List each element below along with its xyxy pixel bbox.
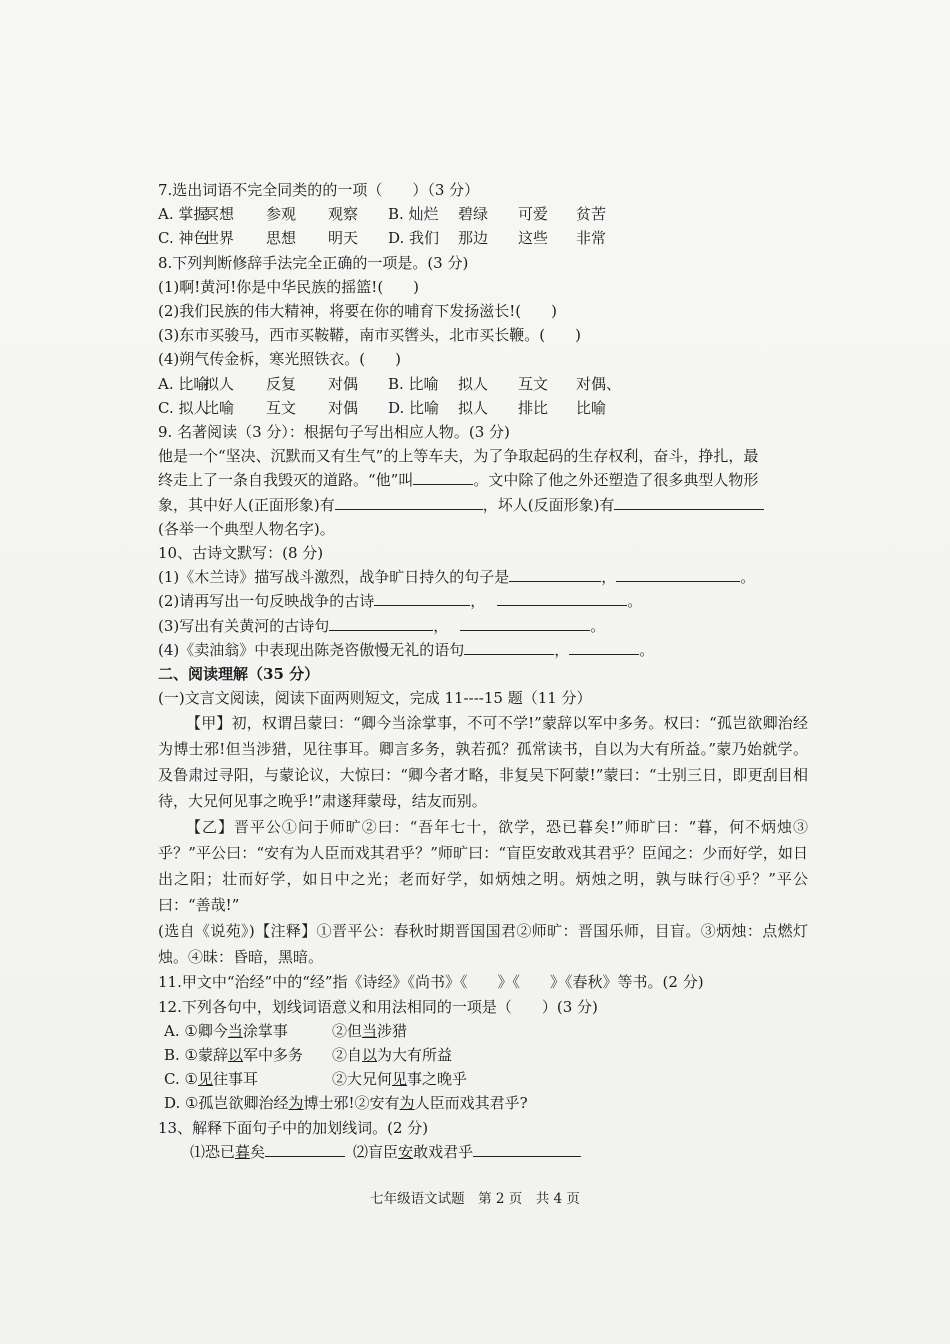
question-10-stem: 10、古诗文默写：(8 分) [158, 544, 324, 563]
question-8-item-4: (4)朔气传金柝，寒光照铁衣。( ) [158, 350, 401, 369]
question-9-line-2: 终走上了一条自我毁灭的道路。“他”叫 。文中除了他之外还塑造了很多典型人物形 [158, 471, 759, 490]
question-8-item-2: (2)我们民族的伟大精神，将要在你的哺育下发扬滋长!( ) [158, 302, 557, 321]
question-9-line-1: 他是一个“坚决、沉默而又有生气”的上等车夫，为了争取起码的生存权利，奋斗，挣扎，最 [158, 447, 759, 466]
question-8-item-1: (1)啊!黄河!你是中华民族的摇篮!( ) [158, 277, 420, 296]
question-12-option-a: A. ①卿今当涂掌事 ②但当涉猎 [164, 1021, 408, 1040]
answer-blank[interactable] [329, 615, 433, 631]
answer-blank[interactable] [265, 1141, 345, 1157]
question-9-stem: 9. 名著阅读（3 分）：根据句子写出相应人物。(3 分) [158, 423, 510, 442]
answer-blank[interactable] [569, 639, 639, 655]
question-12-option-d: D. ①孤岂欲卿治经为博士邪!②安有为人臣而戏其君乎? [164, 1094, 528, 1113]
question-9-line-3: 象，其中好人(正面形象)有 ，坏人(反面形象)有 [158, 493, 820, 517]
question-13-items: ⑴恐已暮矣 ⑵盲臣安敢戏君乎 [158, 1140, 820, 1164]
answer-blank[interactable] [464, 639, 554, 655]
passage-jia: 【甲】初，权谓吕蒙曰：“卿今当涂掌事，不可不学!”蒙辞以军中多务。权曰：“孤岂欲卿治经为博士邪!但当涉猎，见往事耳。卿言多务，孰若孤？孤常读书，自以为大有所益。”蒙乃始就学。及鲁肃过寻阳，与蒙论议，大惊曰：“卿今者才略，非复吴下阿蒙!”蒙曰：“士别三日，即更刮目相待，大兄何见事之晚乎!”肃遂拜蒙母，结友而别。 [158, 714, 808, 811]
question-10-item-3: (3)写出有关黄河的古诗句 ， 。 [158, 616, 606, 635]
answer-blank[interactable] [614, 494, 764, 510]
question-12-option-b: B. ①蒙辞以军中多务 ②自以为大有所益 [164, 1046, 453, 1065]
question-10-item-4: (4)《卖油翁》中表现出陈尧咨傲慢无礼的语句 ， 。 [158, 640, 655, 659]
section-2-subtitle: (一)文言文阅读，阅读下面两则短文，完成 11----15 题（11 分） [158, 689, 592, 708]
answer-blank[interactable] [616, 566, 740, 582]
answer-blank[interactable] [460, 615, 590, 631]
question-10-item-2: (2)请再写出一句反映战争的古诗 ， 。 [158, 592, 643, 611]
answer-blank[interactable] [374, 590, 470, 606]
passage-yi: 【乙】晋平公①问于师旷②曰：“吾年七十，欲学，恐已暮矣!”师旷曰：“暮，何不炳烛③乎？”平公曰：“安有为人臣而戏其君乎？”师旷曰：“盲臣安敢戏其君乎？臣闻之：少而好学，如日出之阳；壮而好学，如日中之光；老而好学，如炳烛之明。炳烛之明，孰与昧行④乎？”平公曰：“善哉!” [158, 818, 808, 915]
question-7-options-row-1: A. 掌握 冥想 参观 观察 B. 灿烂 碧绿 可爱 贫苦 [158, 205, 607, 224]
passage-note: (选自《说苑》)【注释】①晋平公：春秋时期晋国国君②师旷：晋国乐师，目盲。③炳烛：点燃灯烛。④昧：昏暗，黑暗。 [158, 922, 808, 967]
question-10-item-1: (1)《木兰诗》描写战斗激烈，战争旷日持久的句子是 ， 。 [158, 568, 756, 587]
question-8-item-3: (3)东市买骏马，西市买鞍鞯，南市买辔头，北市买长鞭。( ) [158, 326, 581, 345]
question-7-stem: 7.选出词语不完全同类的的一项（ ）（3 分） [158, 181, 480, 199]
question-8-options-row-2: C. 拟人 比喻 互文 对偶 D. 比喻 拟人 排比 比喻 [158, 398, 607, 417]
question-8-options-row-1: A. 比喻 拟人 反复 对偶 B. 比喻 拟人 互文 对偶、 [158, 374, 622, 393]
question-13-stem: 13、解释下面句子中的加划线词。(2 分) [158, 1118, 429, 1137]
section-2-title: 二、阅读理解（35 分） [158, 665, 320, 684]
question-7-options-row-2: C. 神色 世界 思想 明天 D. 我们 那边 这些 非常 [158, 229, 607, 248]
answer-blank[interactable] [509, 566, 601, 582]
answer-blank[interactable] [473, 1141, 581, 1157]
page-footer: 七年级语文试题 第 2 页 共 4 页 [370, 1191, 580, 1207]
question-11: 11.甲文中“治经”中的“经”指《诗经》《尚书》《 》《 》《春秋》等书。(2 分) [158, 973, 704, 992]
question-12-stem: 12.下列各句中，划线词语意义和用法相同的一项是（ ）(3 分) [158, 997, 598, 1016]
question-9-line-4: (各举一个典型人物名字)。 [158, 519, 335, 538]
question-8-stem: 8.下列判断修辞手法完全正确的一项是。(3 分) [158, 253, 469, 272]
answer-blank[interactable] [335, 494, 483, 510]
answer-blank[interactable] [497, 590, 627, 606]
answer-blank[interactable] [413, 469, 473, 485]
question-12-option-c: C. ①见往事耳 ②大兄何见事之晚乎 [164, 1070, 468, 1089]
